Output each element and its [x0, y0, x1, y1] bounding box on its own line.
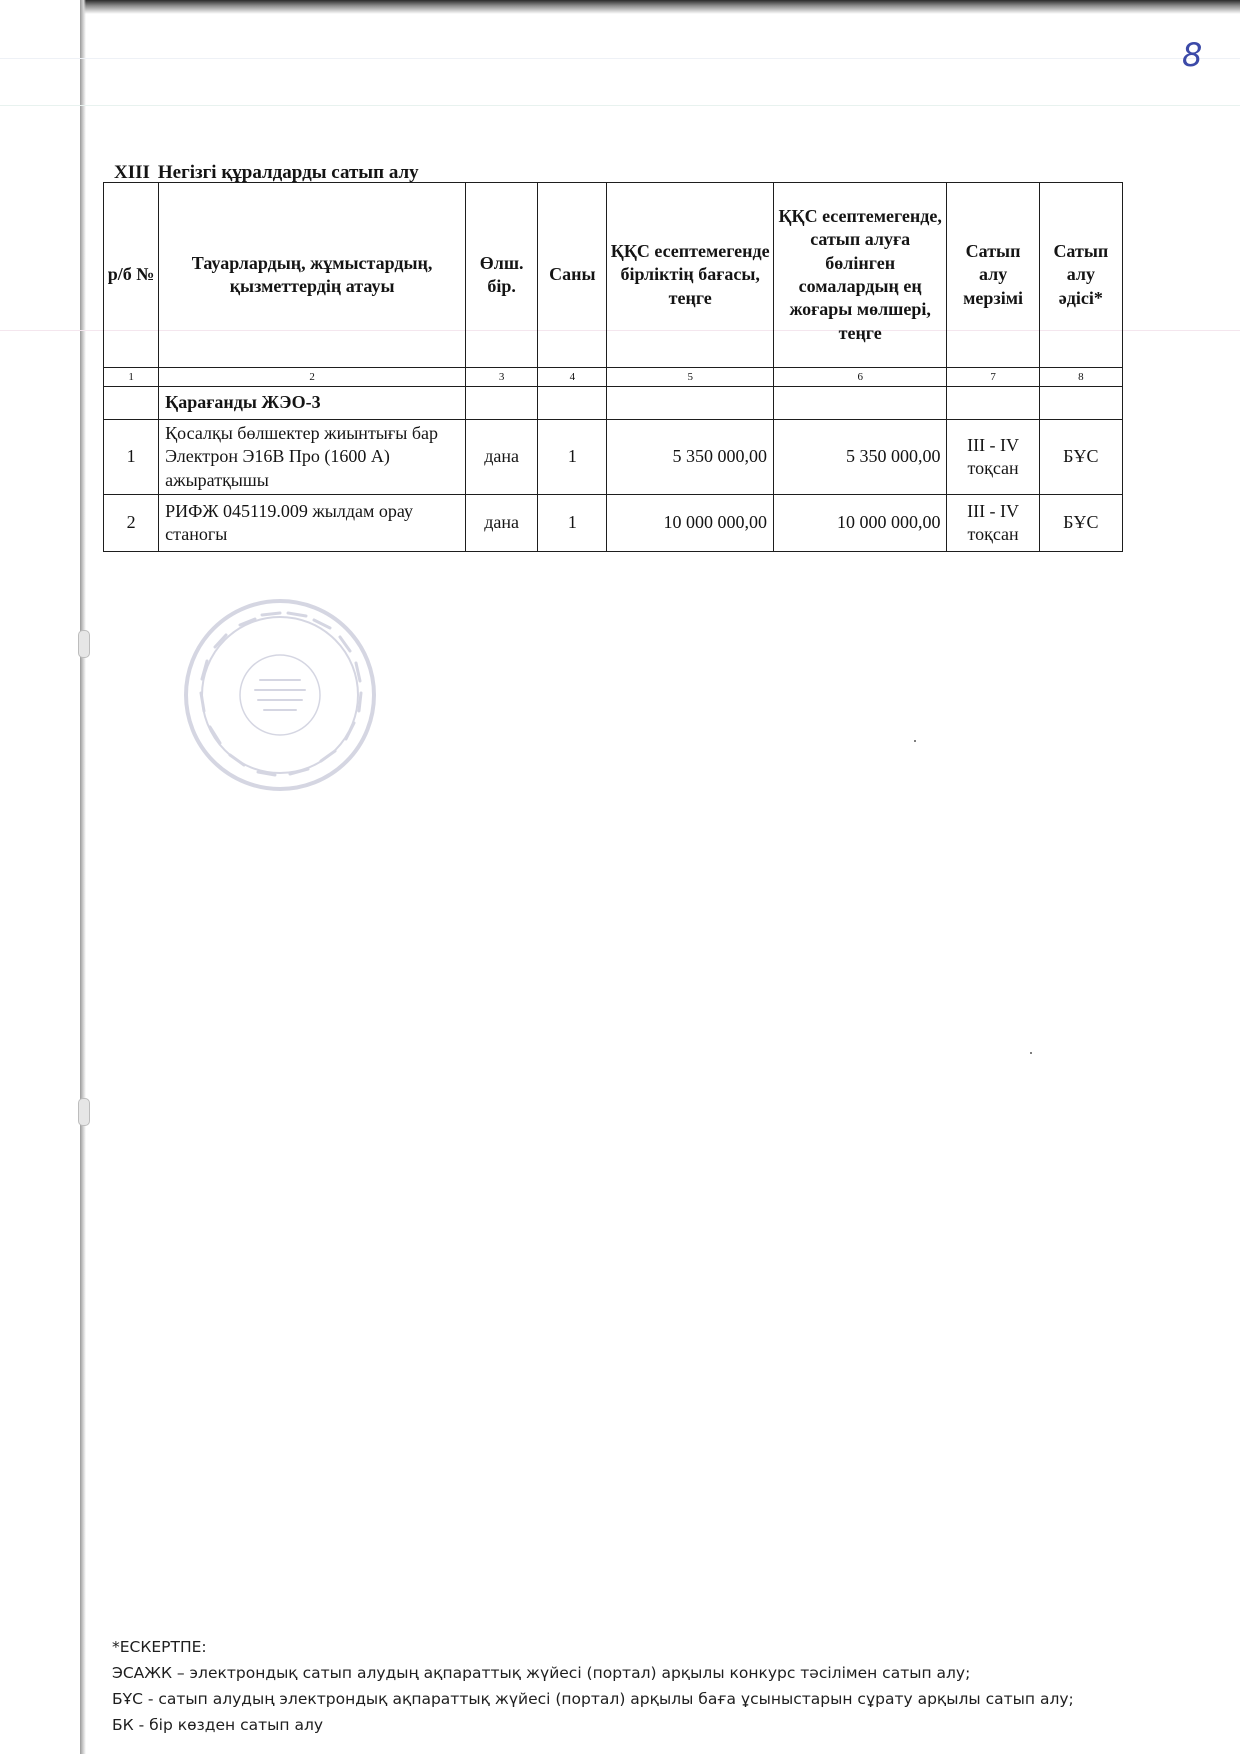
col-header-no: р/б № — [104, 183, 159, 368]
column-number: 5 — [607, 368, 773, 387]
table-header-row — [104, 183, 1123, 368]
column-number: 1 — [104, 368, 159, 387]
empty-cell — [466, 387, 538, 420]
row-name: РИФЖ 045119.009 жылдам орау станогы — [159, 495, 466, 552]
footnote — [112, 1634, 1212, 1738]
row-method: БҰС — [1039, 420, 1122, 495]
row-unit-price: 5 350 000,00 — [607, 420, 773, 495]
table-row — [104, 495, 1123, 552]
section-title: Негізгі құралдарды сатып алу — [157, 162, 419, 183]
row-unit-price: 10 000 000,00 — [607, 495, 773, 552]
faint-ruled-line — [0, 105, 1240, 106]
column-number: 7 — [947, 368, 1039, 387]
column-number: 6 — [773, 368, 947, 387]
binder-hole — [78, 1098, 90, 1126]
col-header-total: ҚҚС есептемегенде, сатып алуға бөлінген сомалардың ең жоғары мөлшері, теңге — [773, 183, 947, 368]
column-number: 3 — [466, 368, 538, 387]
empty-cell — [947, 387, 1039, 420]
empty-cell — [773, 387, 947, 420]
footnote-title: *ЕСКЕРТПЕ: — [112, 1638, 207, 1656]
row-total: 5 350 000,00 — [773, 420, 947, 495]
col-header-unit: Өлш. бір. — [466, 183, 538, 368]
row-method: БҰС — [1039, 495, 1122, 552]
footnote-line: ЭСАЖК – электрондық сатып алудың ақпараттық жүйесі (портал) арқылы конкурс тәсілімен сатып алу; — [112, 1664, 971, 1682]
faded-seal-stamp — [180, 595, 380, 795]
group-label: Қарағанды ЖЭО-3 — [159, 387, 466, 420]
handwritten-page-number: 8 — [1182, 36, 1203, 74]
procurement-table — [103, 182, 1123, 552]
empty-cell — [1039, 387, 1122, 420]
col-header-qty: Саны — [538, 183, 607, 368]
binder-hole — [78, 630, 90, 658]
empty-cell — [607, 387, 773, 420]
column-number: 4 — [538, 368, 607, 387]
row-period: III - IV тоқсан — [947, 495, 1039, 552]
column-number-row — [104, 368, 1123, 387]
row-unit: дана — [466, 495, 538, 552]
table-row — [104, 420, 1123, 495]
row-no: 2 — [104, 495, 159, 552]
row-qty: 1 — [538, 420, 607, 495]
section-number: XIII — [114, 162, 150, 183]
row-total: 10 000 000,00 — [773, 495, 947, 552]
row-no: 1 — [104, 420, 159, 495]
col-header-name: Тауарлардың, жұмыстардың, қызметтердің атауы — [159, 183, 466, 368]
group-row — [104, 387, 1123, 420]
column-number: 2 — [159, 368, 466, 387]
col-header-period: Сатып алу мерзімі — [947, 183, 1039, 368]
col-header-unit-price: ҚҚС есептемегенде бірліктің бағасы, теңге — [607, 183, 773, 368]
empty-cell — [104, 387, 159, 420]
row-period: III - IV тоқсан — [947, 420, 1039, 495]
footnote-line: БК - бір көзден сатып алу — [112, 1716, 324, 1734]
footnote-line: БҰС - сатып алудың электрондық ақпараттық жүйесі (портал) арқылы баға ұсыныстарын сұрату арқылы сатып алу; — [112, 1690, 1074, 1708]
faint-ruled-line — [0, 58, 1240, 59]
column-number: 8 — [1039, 368, 1122, 387]
row-name: Қосалқы бөлшектер жиынтығы бар Электрон Э16В Про (1600 А) ажыратқышы — [159, 420, 466, 495]
section-heading — [114, 162, 427, 184]
scan-speck — [914, 740, 916, 742]
empty-cell — [538, 387, 607, 420]
row-unit: дана — [466, 420, 538, 495]
scan-speck — [1030, 1052, 1032, 1054]
scan-edge-top — [80, 0, 1240, 14]
scan-edge-left — [80, 0, 86, 1754]
row-qty: 1 — [538, 495, 607, 552]
col-header-method: Сатып алу әдісі* — [1039, 183, 1122, 368]
